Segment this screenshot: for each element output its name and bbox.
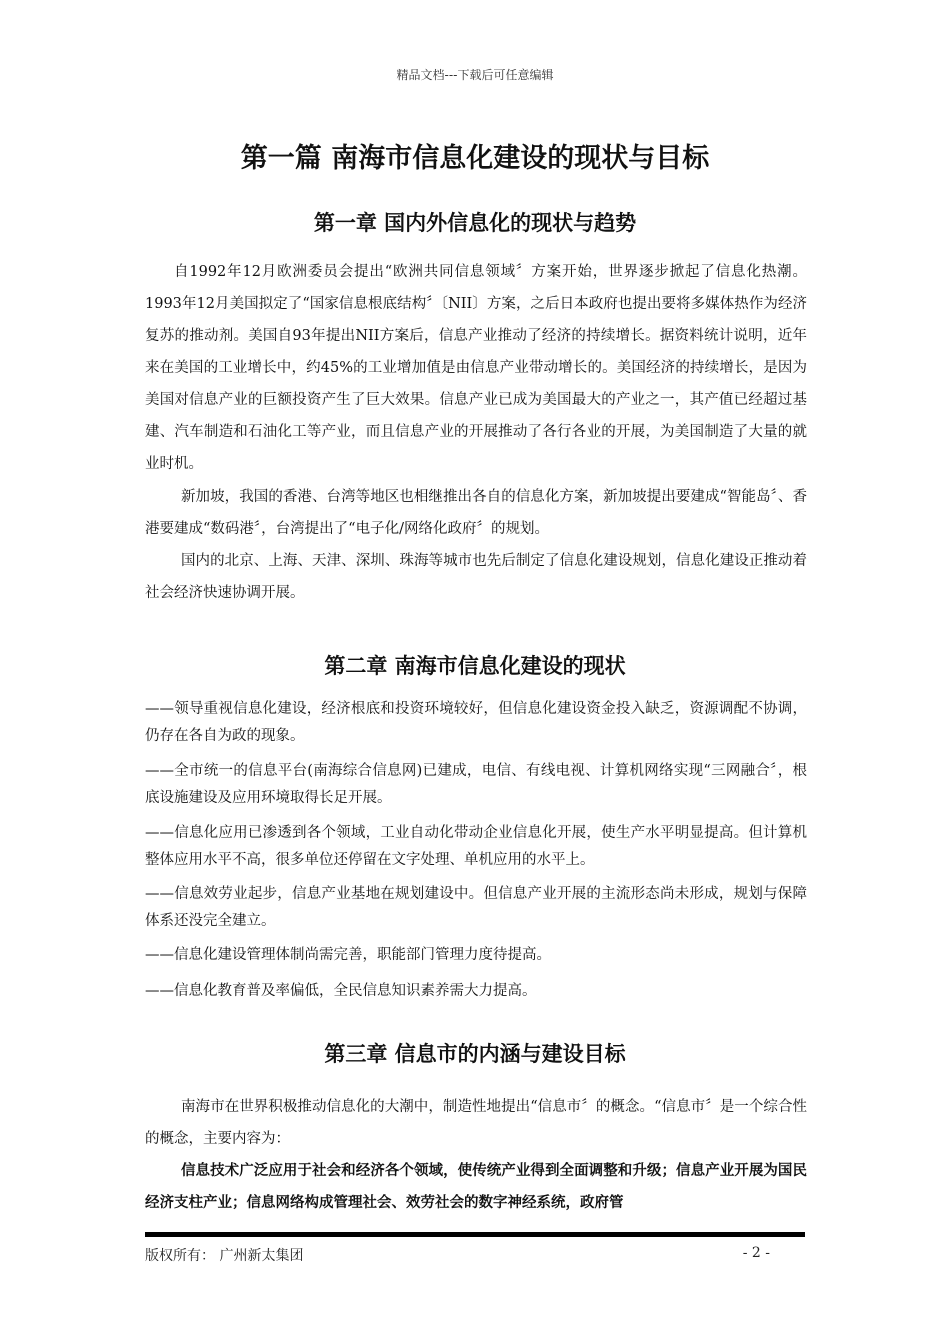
chapter-1-paragraph-1: 自1992年12月欧洲委员会提出“欧洲共同信息领域〞方案开始，世界逐步掀起了信息化热潮。1993年12月美国拟定了“国家信息根底结构〞〔NII〕方案，之后日本政府也提出要将多媒体热作为经济复苏的推动剂。美国自93年提出NII方案后，信息产业推动了经济的持续增长。据资料统计说明，近年来在美国的工业增长中，约45%的工业增加值是由信息产业带动增长的。美国经济的持续增长，是因为美国对信息产业的巨额投资产生了巨大效果。信息产业已成为美国最大的产业之一，其产值已经超过基建、汽车制造和石油化工等产业，而且信息产业的开展推动了各行各业的开展，为美国制造了大量的就业时机。 xyxy=(145,264,807,472)
chapter-3-bold-paragraph: 信息技术广泛应用于社会和经济各个领域，使传统产业得到全面调整和升级；信息产业开展为国民经济支柱产业；信息网络构成管理社会、效劳社会的数字神经系统，政府管 xyxy=(145,1163,807,1211)
chapter-2-item-3: ——信息化应用已渗透到各个领域，工业自动化带动企业信息化开展，使生产水平明显提高。但计算机整体应用水平不高，很多单位还停留在文字处理、单机应用的水平上。 xyxy=(145,825,807,868)
chapter-2-item-1: ——领导重视信息化建设，经济根底和投资环境较好，但信息化建设资金投入缺乏，资源调配不协调，仍存在各自为政的现象。 xyxy=(145,701,807,744)
chapter-3-title: 第三章 信息市的内涵与建设目标 xyxy=(324,1042,626,1066)
chapter-2-item-6: ——信息化教育普及率偏低，全民信息知识素养需大力提高。 xyxy=(145,983,537,999)
chapter-2-title: 第二章 南海市信息化建设的现状 xyxy=(324,654,626,678)
chapter-2-item-2: ——全市统一的信息平台(南海综合信息网)已建成，电信、有线电视、计算机网络实现“三网融合〞，根底设施建设及应用环境取得长足开展。 xyxy=(145,763,807,806)
chapter-1-title: 第一章 国内外信息化的现状与趋势 xyxy=(313,211,637,235)
watermark-header: 精品文档---下载后可任意编辑 xyxy=(396,68,554,82)
chapter-1-paragraph-2: 新加坡，我国的香港、台湾等地区也相继推出各自的信息化方案，新加坡提出要建成“智能岛〞、香港要建成“数码港〞，台湾提出了“电子化/网络化政府〞的规划。 xyxy=(145,489,807,537)
footer-divider xyxy=(145,1232,805,1237)
chapter-2-item-5: ——信息化建设管理体制尚需完善，职能部门管理力度待提高。 xyxy=(145,947,551,963)
part-title: 第一篇 南海市信息化建设的现状与目标 xyxy=(240,143,710,174)
chapter-2-item-4: ——信息效劳业起步，信息产业基地在规划建设中。但信息产业开展的主流形态尚未形成，规划与保障体系还没完全建立。 xyxy=(145,886,807,929)
chapter-3-intro: 南海市在世界积极推动信息化的大潮中，制造性地提出“信息市〞的概念。“信息市〞是一个综合性的概念，主要内容为： xyxy=(145,1099,807,1147)
footer-copyright: 版权所有： 广州新太集团 xyxy=(145,1248,304,1264)
page-number: - 2 - xyxy=(742,1245,770,1261)
chapter-1-paragraph-3: 国内的北京、上海、天津、深圳、珠海等城市也先后制定了信息化建设规划，信息化建设正推动着社会经济快速协调开展。 xyxy=(145,553,807,601)
